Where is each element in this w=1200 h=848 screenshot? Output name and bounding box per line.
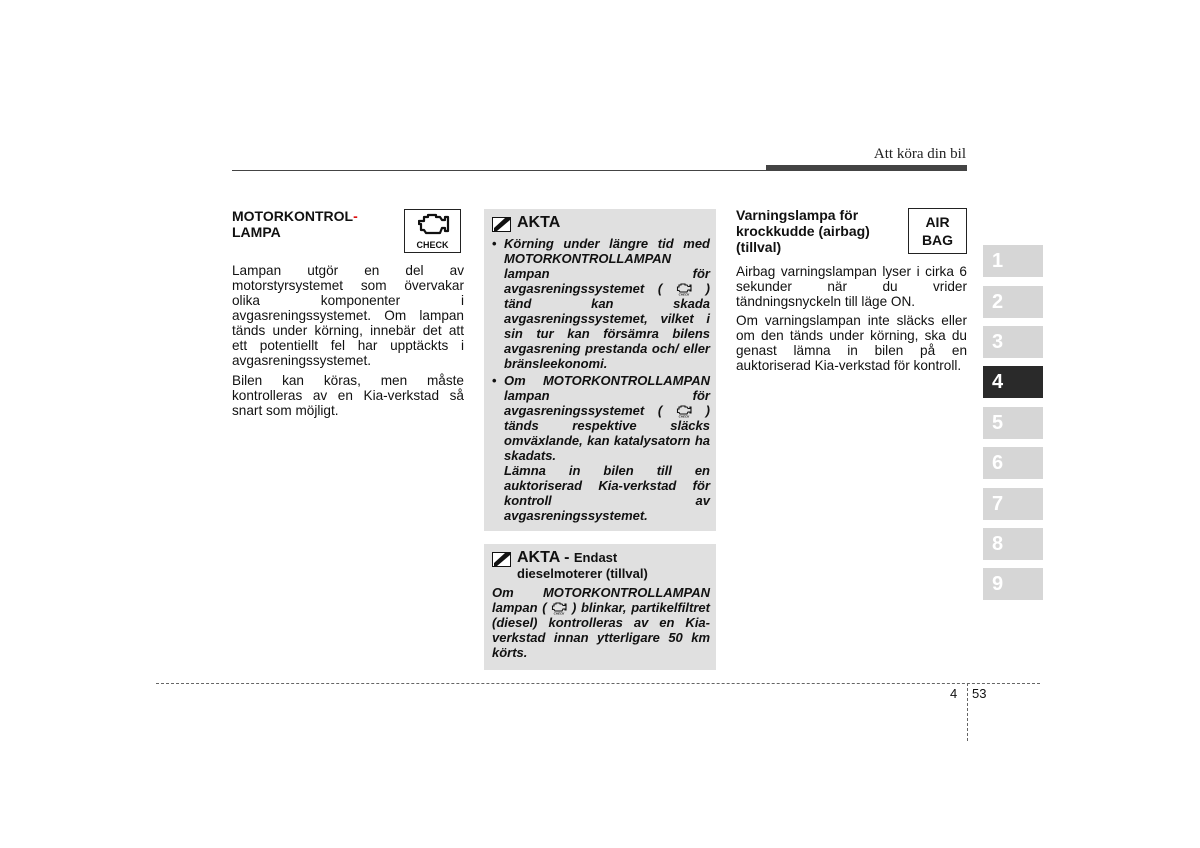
caution-list-1 xyxy=(492,236,710,523)
check-engine-icon xyxy=(551,601,567,615)
footer-page-number: 53 xyxy=(972,686,987,701)
heading-line2: LAMPA xyxy=(232,224,281,240)
airbag-heading: Varningslampa för krockkudde (airbag) (tillval) xyxy=(736,207,870,255)
chapter-tab-1[interactable]: 1 xyxy=(983,245,1043,277)
caution2-title-suffix: Endast xyxy=(573,550,618,565)
caution-pen-icon xyxy=(492,217,511,232)
check-label: CHECK xyxy=(416,240,449,250)
header-bar xyxy=(766,165,967,171)
chapter-tab-8[interactable]: 8 xyxy=(983,528,1043,560)
caution-item-2-text-b: ) tänds respektive släcks omväxlande, kan katalysatorn ha skadats. xyxy=(504,403,710,463)
footer-rule xyxy=(156,683,1040,684)
chapter-tab-7[interactable]: 7 xyxy=(983,488,1043,520)
caution-box-2 xyxy=(484,544,716,670)
caution-item-2-text-a: Om MOTORKONTROLLAMPAN lampan för avgasreningssystemet ( xyxy=(504,373,710,418)
caution-item-1-text-b: ) tänd kan skada avgasreningssystemet, vilket i sin tur kan försämra bilens avgasrening prestanda och/ eller bränsleekonomi. xyxy=(504,281,710,371)
caution-item-2 xyxy=(492,373,710,523)
caution-item-1-text-a: Körning under längre tid med MOTORKONTROLLAMPAN lampan för avgasreningssystemet ( xyxy=(504,236,710,296)
caution2-body-a: Om MOTORKONTROLLAMPAN lampan ( xyxy=(492,585,710,615)
chapter-tab-4[interactable]: 4 xyxy=(983,366,1043,398)
svg-text:CHECK: CHECK xyxy=(678,292,690,296)
airbag-indicator-icon xyxy=(908,208,967,254)
engine-check-heading xyxy=(232,208,392,240)
airbag-paragraph-2: Om varningslampan inte släcks eller om den tänds under körning, ska du genast lämna in bilen på en auktoriserad Kia-verkstad för kontroll. xyxy=(736,313,967,373)
footer-chapter-number: 4 xyxy=(950,686,958,701)
check-engine-icon xyxy=(418,213,450,237)
heading-line1: MOTORKONTROL xyxy=(232,208,354,224)
footer-divider xyxy=(967,683,968,741)
caution-title: AKTA xyxy=(517,214,561,231)
caution2-subtitle: dieselmoterer (tillval) xyxy=(517,566,648,581)
airbag-label-line2: BAG xyxy=(921,232,954,248)
caution-heading-2 xyxy=(492,549,617,567)
chapter-tab-9[interactable]: 9 xyxy=(983,568,1043,600)
caution-item-2-text-c: Lämna in bilen till en auktoriserad Kia-verkstad för kontroll av avgasreningssystemet. xyxy=(504,463,710,523)
airbag-paragraph-1: Airbag varningslampan lyser i cirka 6 sekunder när du vrider tändningsnyckeln till läge ON. xyxy=(736,264,967,309)
chapter-tab-6[interactable]: 6 xyxy=(983,447,1043,479)
caution2-title: AKTA - xyxy=(517,549,570,566)
svg-text:CHECK: CHECK xyxy=(553,611,565,615)
caution2-body xyxy=(492,585,710,660)
engine-check-paragraph-1: Lampan utgör en del av motorstyrsystemet som övervakar olika komponenter i avgasreningssystemet. Om lampan tänds under körning, innebär det att ett potentiellt fel har upptäckts i avgasreningssystemet. xyxy=(232,263,464,368)
svg-text:CHECK: CHECK xyxy=(678,414,690,418)
chapter-tab-5[interactable]: 5 xyxy=(983,407,1043,439)
chapter-tab-3[interactable]: 3 xyxy=(983,326,1043,358)
section-title: Att köra din bil xyxy=(873,146,966,162)
caution-pen-icon xyxy=(492,552,511,567)
engine-check-paragraph-2: Bilen kan köras, men måste kontrolleras av en Kia-verkstad så snart som möjligt. xyxy=(232,373,464,418)
check-engine-indicator xyxy=(404,209,461,253)
check-engine-icon xyxy=(676,282,692,296)
check-engine-icon xyxy=(676,404,692,418)
heading-hyphen: - xyxy=(353,208,358,224)
caution2-body-b: ) blinkar, partikelfiltret (diesel) kontrolleras av en Kia-verkstad innan ytterligare 50 km körts. xyxy=(492,600,710,660)
chapter-tab-2[interactable]: 2 xyxy=(983,286,1043,318)
caution-heading-1 xyxy=(492,214,560,232)
caution-item-1 xyxy=(492,236,710,371)
caution-box-1 xyxy=(484,209,716,531)
airbag-label-line1: AIR xyxy=(925,214,950,230)
